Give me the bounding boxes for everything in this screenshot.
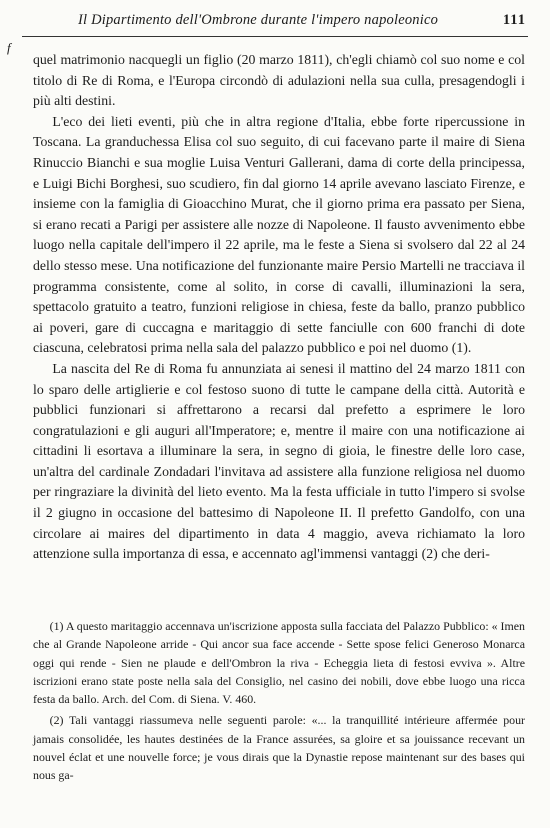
paragraph-2: L'eco dei lieti eventi, più che in altra regione d'Italia, ebbe forte ripercussione in Toscana. La granduchessa Elisa col suo seguito, di cui facevano parte il maire di Siena Rinuccio Bianchi e sua moglie Luisa Venturi Gallerani, dama di corte della principessa, e Luigi Bichi Borghesi, suo scudiero, fin dal giorno 14 aprile avevano lasciato Firenze, e insieme con la famiglia di Gioacchino Murat, che il giorno prima era passato per Siena, si erano recati a Parigi per assistere alle nozze di Napoleone. Il fausto avvenimento ebbe luogo nella capitale dell'impero il 22 aprile, ma le feste a Siena si svolsero dal 22 al 24 dello stesso mese. Una notificazione del funzionante maire Persio Martelli ne tracciava il programma consistente, come al solito, in corse di cavalli, illuminazioni la sera, spettacolo gratuito a teatro, funzioni religiose in chiesa, feste da ballo, pranzo pubblico ai poveri, gare di cuccagna e maritaggio di sette fanciulle con 600 franchi di dote ciascuna, celebratosi prima nella sala del palazzo pubblico e poi nel duomo (1). xyxy=(33,113,525,356)
paragraph-1: quel matrimonio nacquegli un figlio (20 marzo 1811), ch'egli chiamò col suo nome e col titolo di Re di Roma, e l'Europa circondò di adulazioni nella sua culla, presagendogli i più alti destini. xyxy=(33,52,525,109)
running-title: Il Dipartimento dell'Ombrone durante l'impero napoleonico xyxy=(78,12,439,28)
margin-mark: f xyxy=(7,40,11,55)
body-text xyxy=(33,50,525,565)
footnotes xyxy=(33,617,525,788)
footnote-1: (1) A questo maritaggio accennava un'iscrizione apposta sulla facciata del Palazzo Pubblico: « Imen che al Grande Napoleone arride - Qui ancor sua face accende - Sette spose felici Generoso Monarca oggi qui rende - Sien ne plaude e dell'Ombron la riva - Echeggia lieta di festosi evviva ». Altre iscrizioni erano state poste nella sala del Consiglio, nel casino dei nobili, dove ebbe luogo una ricca festa da ballo. Arch. del Com. di Siena. V. 460. xyxy=(33,619,525,707)
paragraph-3: La nascita del Re di Roma fu annunziata ai senesi il mattino del 24 marzo 1811 con lo sparo delle artiglierie e col festoso suono di tutte le campane della città. Autorità e pubblici funzionari si affrettarono a recarsi dal prefetto a esprimere le loro congratulazioni e gli auguri all'Imperatore; e, mentre il maire con una notificazione ai cittadini li esortava a illuminare la sera, in segno di gioia, le finestre delle loro case, un'altra del cardinale Zondadari l'invitava ad assistere alla funzione religiosa nel duomo per ringraziare la divinità del lieto evento. Ma la festa ufficiale in tutto l'impero si svolse il 2 giugno in occasione del battesimo di Napoleone II. Il prefetto Gandolfo, con una circolare ai maires del dipartimento in data 4 maggio, aveva richiamato la loro attenzione sulla importanza di essa, e accennato agl'immensi vantaggi (2) che deri- xyxy=(33,360,525,562)
page-number: 111 xyxy=(502,12,526,28)
page-header xyxy=(22,6,528,37)
footnote-2: (2) Tali vantaggi riassumeva nelle seguenti parole: «... la tranquillité intérieure affermée pour jamais consolidée, les hautes destinées de la France assurées, sa gloire et sa jouissance recevant un nouvel éclat et une nouvelle force; je vous dirais que la Dynastie repose maintenant sur des bases qui nous ga- xyxy=(33,713,525,783)
